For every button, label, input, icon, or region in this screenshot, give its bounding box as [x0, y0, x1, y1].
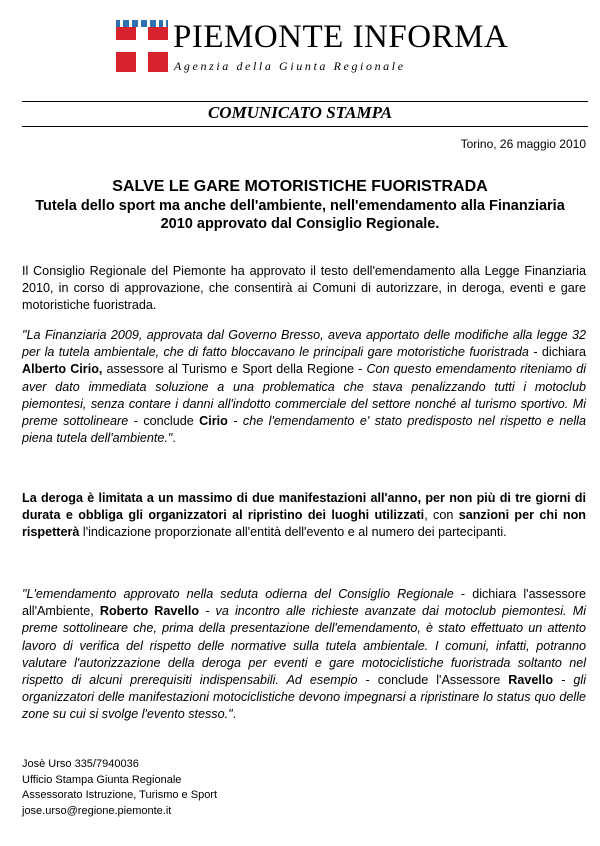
piemonte-coat-of-arms-logo	[116, 20, 168, 72]
contacts-block	[22, 757, 217, 819]
attribution-text: - dichiara	[528, 345, 586, 360]
speaker-name: Ravello	[508, 673, 554, 688]
paragraph-deroga	[22, 490, 586, 542]
quote-text: Con questo emendamento riteniamo di aver dato immediata soluzione a una problematica che stava penalizzando tutti i motoclub piemontesi, senza contare i danni all'indotto commerciale del settore nonché al turismo sportivo. Mi preme sottolineare	[22, 362, 587, 429]
attribution-text: .	[232, 707, 237, 722]
quote-text: "L'emendamento approvato nella seduta odierna del Consiglio Regionale	[22, 587, 454, 601]
attribution-text: .	[172, 431, 176, 446]
contact-name-phone: Josè Urso 335/7940036	[22, 758, 139, 770]
dateline: Torino, 26 maggio 2010	[460, 137, 586, 151]
top-rule	[22, 101, 588, 102]
paragraph-cirio-quote	[22, 327, 586, 447]
speaker-name: Alberto Cirio,	[22, 362, 103, 377]
paragraph-intro: Il Consiglio Regionale del Piemonte ha approvato il testo dell'emendamento alla Legge Finanziaria 2010, in corso di approvazione, che consentirà ai Comuni di autorizzare, in deroga, eventi e gare motoristiche fuoristrada.	[22, 264, 586, 313]
speaker-name: Cirio	[199, 414, 228, 429]
body-text: , con	[424, 508, 459, 523]
attribution-text: - conclude l'Assessore	[357, 673, 509, 688]
contact-office: Ufficio Stampa Giunta Regionale	[22, 773, 182, 786]
speaker-name: Roberto Ravello	[99, 604, 200, 619]
masthead-title: PIEMONTE INFORMA	[173, 19, 509, 55]
comunicato-stampa-label: COMUNICATO STAMPA	[207, 103, 393, 122]
quote-text: - che l'emendamento e' stato predisposto nel rispetto e nella piena tutela dell'ambiente."	[22, 414, 586, 446]
contact-department: Assessorato Istruzione, Turismo e Sport	[22, 789, 218, 801]
deroga-lead: La deroga è limitata a un massimo di due manifestazioni all'anno, per non più di tre giorni di durata e obbliga gli organizzatori al ripristino dei luoghi utilizzati	[22, 491, 586, 523]
quote-text: "La Finanziaria 2009, approvata dal Governo Bresso, aveva apportato delle modifiche alla legge 32 per la tutela ambientale, che di fatto bloccavano le principali gare motoristiche fuoristrada	[22, 328, 586, 360]
quote-text: - va incontro alle richieste avanzate dai motoclub piemontesi. Mi preme sottolineare che, prima della presentazione dell'emendamento, è stato effettuato un attento lavoro di verifica del rispetto delle normative sulla tutela ambientale. I comuni, infatti, potranno valutare l'autorizzazione della deroga per eventi e gare motociclistiche fuoristrada soltanto nel rispetto di alcuni prerequisiti indispensabili. Ad esempio	[22, 604, 586, 688]
masthead-subtitle: Agenzia della Giunta Regionale	[174, 59, 406, 73]
attribution-text: assessore al Turismo e Sport della Regione -	[102, 362, 367, 377]
bottom-rule	[22, 126, 588, 127]
headline: SALVE LE GARE MOTORISTICHE FUORISTRADA	[112, 178, 488, 195]
paragraph-ravello-quote	[22, 586, 586, 724]
attribution-text: - dichiara l'assessore all'Ambiente,	[22, 587, 586, 619]
subheadline: Tutela dello sport ma anche dell'ambiente, nell'emendamento alla Finanziaria 2010 approvato dal Consiglio Regionale.	[35, 198, 565, 232]
attribution-text: - conclude	[128, 414, 200, 429]
body-text: l'indicazione proporzionate all'entità dell'evento e al numero dei partecipanti.	[79, 525, 507, 540]
sanzioni-bold: sanzioni per chi non rispetterà	[22, 508, 587, 540]
contact-email[interactable]: jose.urso@regione.piemonte.it	[22, 804, 172, 817]
quote-text: - gli organizzatori delle manifestazioni motociclistiche devono impegnarsi a ripristinare lo status quo delle zone su cui si svolge l'evento stesso."	[22, 673, 586, 722]
